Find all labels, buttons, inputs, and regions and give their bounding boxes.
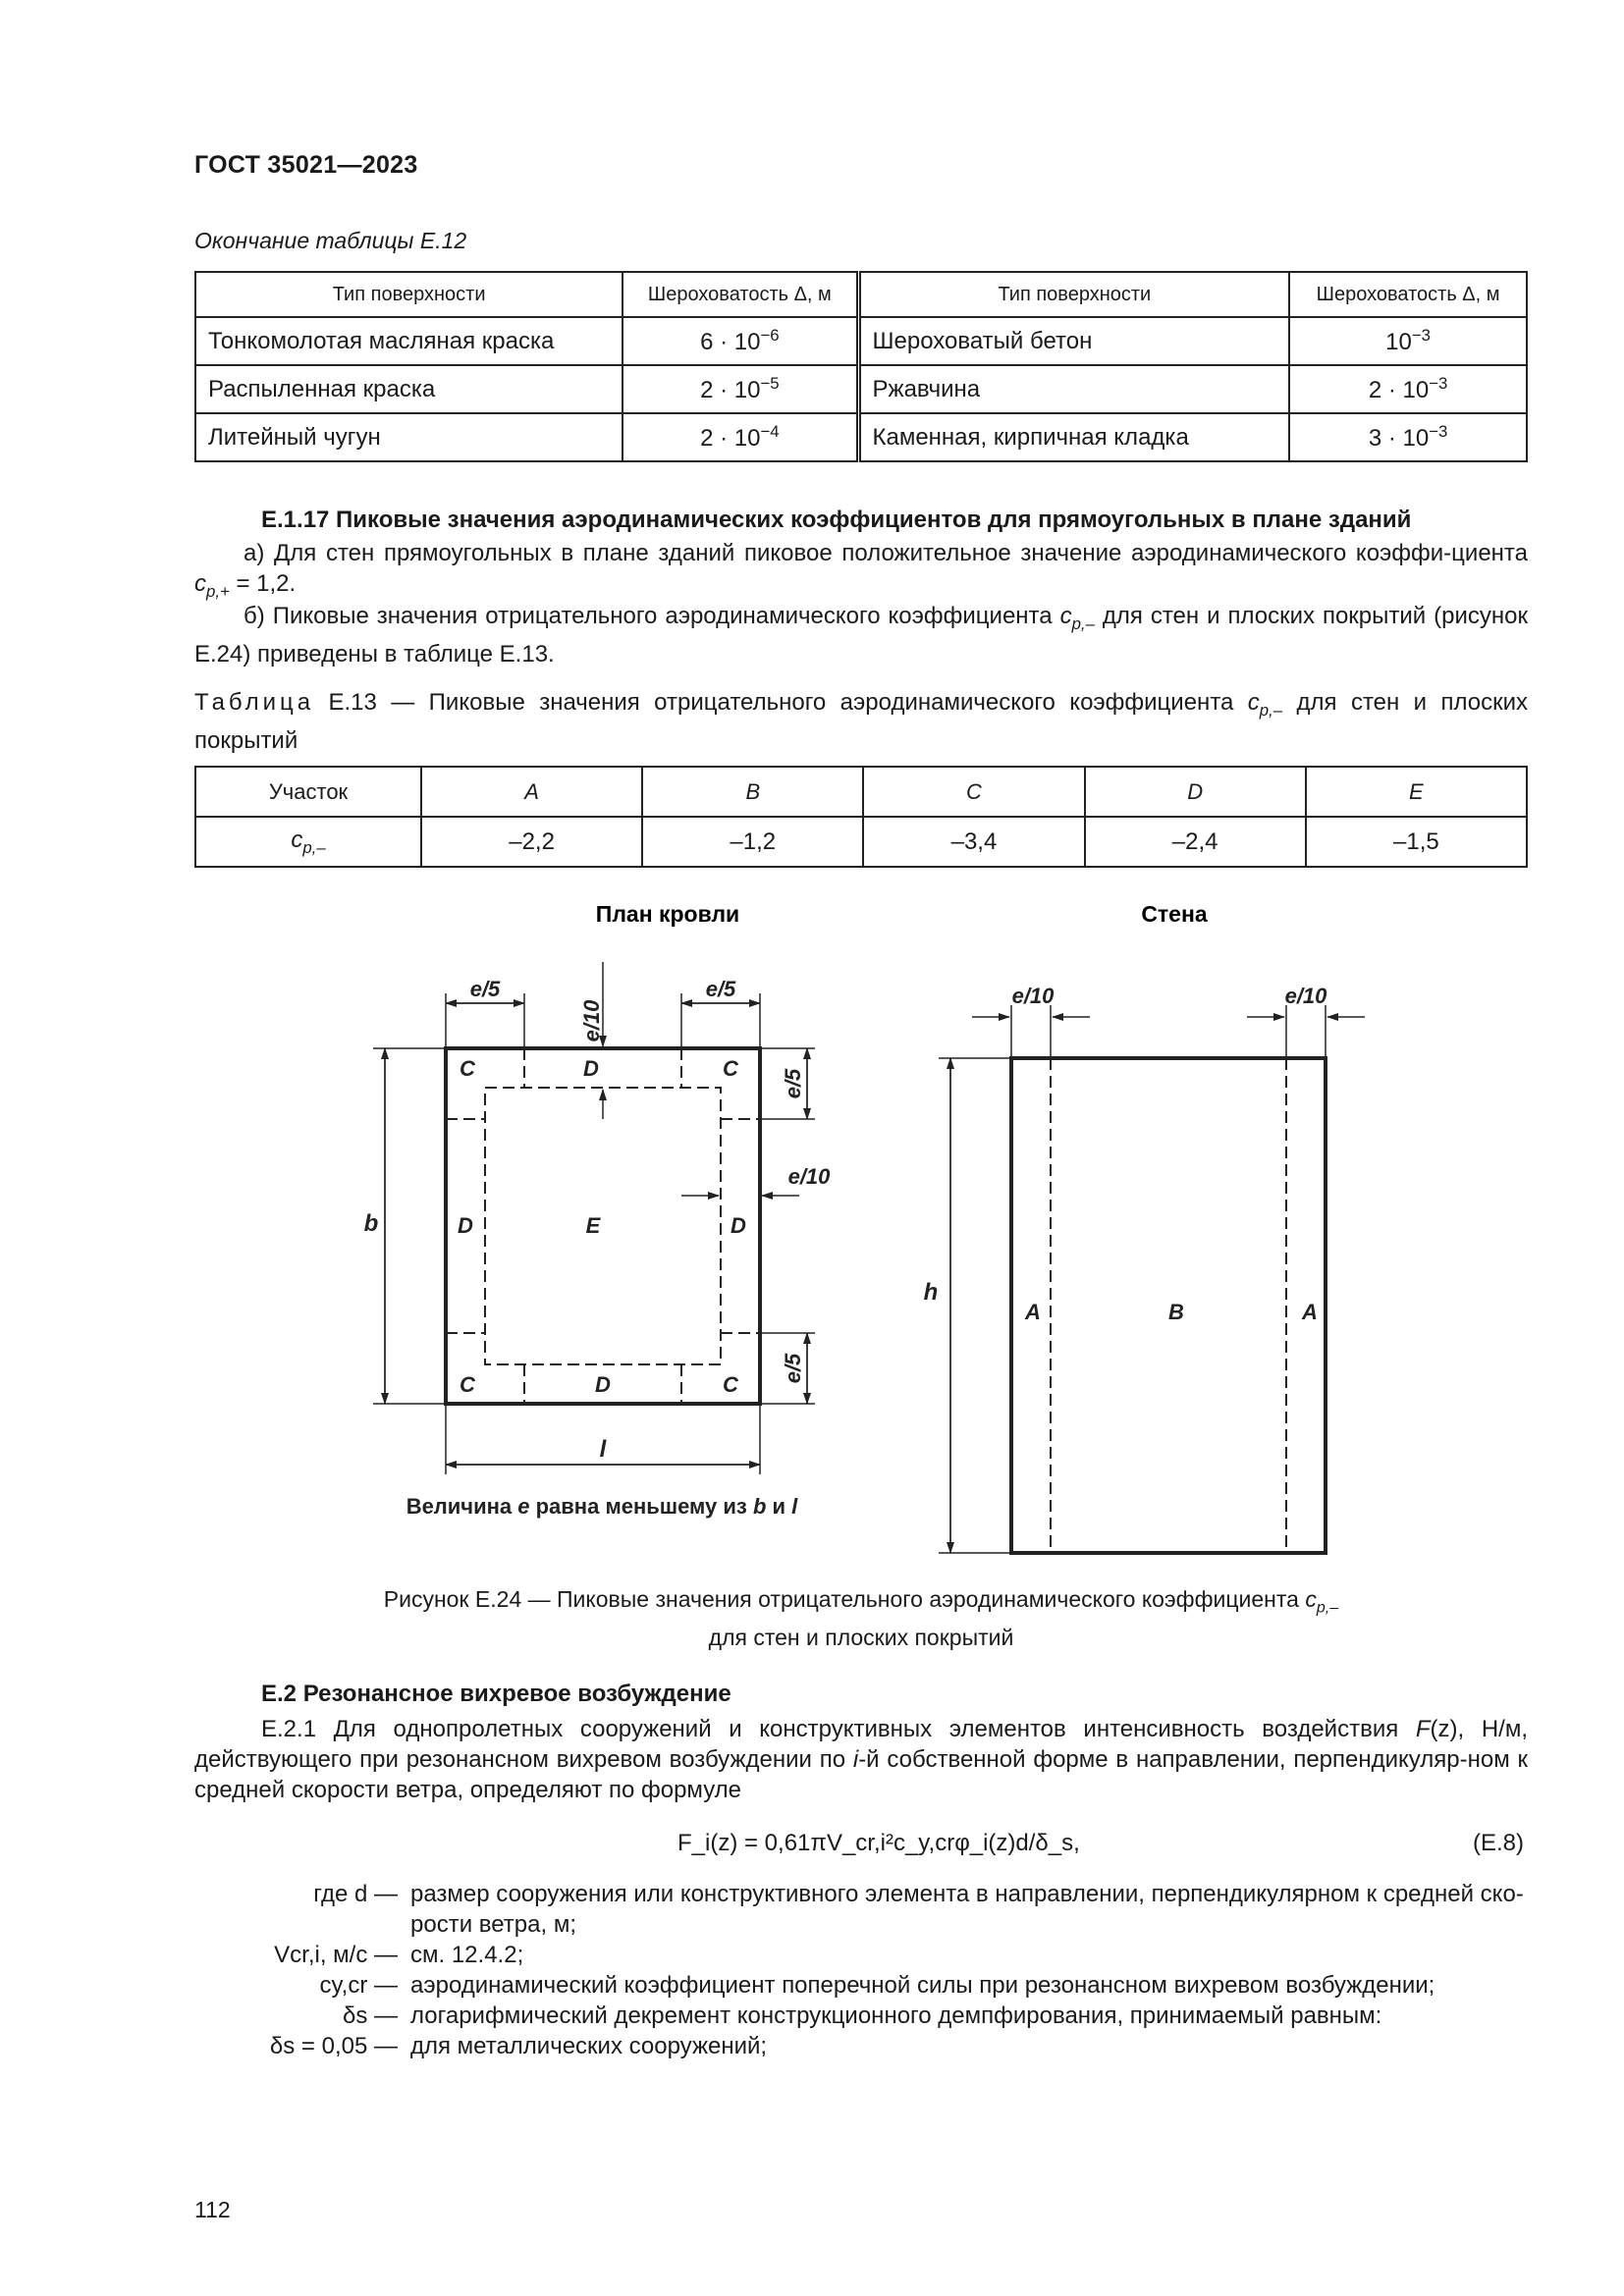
table-continuation: Окончание таблицы Е.12 [194, 228, 467, 253]
definition-text: см. 12.4.2; [410, 1942, 524, 1968]
definition-item [157, 1940, 1532, 1970]
zone-c: C [460, 1056, 475, 1081]
definition-item [157, 2031, 1532, 2061]
table-cell: Ржавчина [858, 365, 1289, 413]
table-cell: Литейный чугун [195, 413, 623, 461]
dim-e10-wall-left: e/10 [1011, 984, 1055, 1008]
section-title-e2: Е.2 Резонансное вихревое возбуждение [261, 1681, 731, 1707]
definition-item [157, 2001, 1532, 2031]
definitions-list [157, 1879, 1532, 2061]
wall-elevation [939, 1005, 1365, 1553]
table-cell: Каменная, кирпичная кладка [858, 413, 1289, 461]
row-label-cell: $c_{p,-}$ [195, 817, 421, 867]
zone-a: A [1302, 1300, 1318, 1324]
table-cell: $2 \cdot 10^{-3}$ [1289, 365, 1527, 413]
dim-e10-right: e/10 [787, 1164, 831, 1189]
zone-c: C [723, 1056, 738, 1081]
label-h: h [923, 1279, 939, 1306]
paragraph-e21: Е.2.1 Для однопролетных сооружений и конструктивных элементов интенсивность воздействия F(z), Н/м, действующего при резонансном вихревом возбуждении по i-й собственной форме в направлении, перпендикуляр-ном к средней скорости ветра, определяют по формуле [194, 1716, 1528, 1803]
zone-c: C [460, 1372, 475, 1397]
definition-item [157, 1879, 1532, 1940]
formula-e8: F_i(z) = 0,61πV_cr,i²c_y,crφ_i(z)d/δ_s, [677, 1830, 1080, 1856]
table-cell: Тонкомолотая масляная краска [195, 317, 623, 365]
header-cell: Тип поверхности [195, 272, 623, 317]
label-l: l [599, 1436, 607, 1463]
label-b: b [363, 1210, 379, 1237]
definition-text: аэродинамический коэффициент поперечной силы при резонансном вихревом возбуждении; [410, 1972, 1435, 1999]
header-cell: Шероховатость Δ, м [1289, 272, 1527, 317]
section-title-e117: Е.1.17 Пиковые значения аэродинамических коэффициентов для прямоугольных в плане зданий [261, 507, 1412, 533]
formula-number: (Е.8) [1473, 1830, 1525, 1856]
doc-header: ГОСТ 35021—2023 [194, 151, 418, 179]
dim-e5-top-right: e/5 [705, 977, 736, 1001]
header-cell: A [421, 767, 642, 817]
zone-b: B [1168, 1300, 1184, 1324]
zone-d: D [583, 1056, 599, 1081]
definition-term: Vcr,i, м/с — [274, 1942, 398, 1968]
zone-d: D [595, 1372, 611, 1397]
table-cell: –1,2 [642, 817, 863, 867]
zone-e: E [585, 1213, 601, 1238]
table-cell: –3,4 [863, 817, 1084, 867]
dim-e5-right-top: e/5 [781, 1068, 805, 1099]
table-cell: –1,5 [1306, 817, 1527, 867]
header-cell: Тип поверхности [858, 272, 1289, 317]
dim-e10-wall-right: e/10 [1284, 984, 1327, 1008]
definition-text: для металлических сооружений; [410, 2033, 768, 2059]
definition-term: cy,cr — [319, 1972, 398, 1999]
table-cell: –2,4 [1085, 817, 1306, 867]
definition-text: логарифмический декремент конструкционного демпфирования, принимаемый равным: [410, 2002, 1382, 2029]
roof-plan-title: План кровли [595, 901, 740, 927]
zone-d: D [731, 1213, 746, 1238]
wall-title: Стена [1141, 901, 1208, 927]
header-cell: C [863, 767, 1084, 817]
table-cell: $3 \cdot 10^{-3}$ [1289, 413, 1527, 461]
paragraph-a: а) Для стен прямоугольных в плане зданий пиковое положительное значение аэродинамического коэффи-циента $c_{p,+} = 1,2$. [194, 540, 1528, 601]
table-cell: Шероховатый бетон [858, 317, 1289, 365]
table-cell: $6 \cdot 10^{-6}$ [623, 317, 858, 365]
header-cell: Шероховатость Δ, м [623, 272, 858, 317]
definition-term: δs = 0,05 — [269, 2033, 398, 2059]
dim-e10-top: e/10 [579, 999, 604, 1042]
definition-text: размер сооружения или конструктивного элемента в направлении, перпендикулярном к средней ско-рости ветра, м; [410, 1881, 1524, 1938]
zone-d: D [458, 1213, 473, 1238]
zone-c: C [723, 1372, 738, 1397]
table-cell: –2,2 [421, 817, 642, 867]
figure-note: Величина e равна меньшему из b и l [406, 1494, 798, 1519]
paragraph-b: б) Пиковые значения отрицательного аэродинамического коэффициента $c_{p,-}$ для стен и плоских покрытий (рисунок Е.24) приведены в таблице Е.13. [194, 603, 1528, 667]
table-cell: $10^{-3}$ [1289, 317, 1527, 365]
dim-e5-top-left: e/5 [469, 977, 501, 1001]
figure-caption: Рисунок Е.24 — Пиковые значения отрицательного аэродинамического коэффициента $c_{p,-}$ для стен и плоских покрытий [383, 1586, 1339, 1650]
definition-term: δs — [342, 2002, 398, 2029]
table-cell: $2 \cdot 10^{-4}$ [623, 413, 858, 461]
header-cell: Участок [195, 767, 421, 817]
header-cell: D [1085, 767, 1306, 817]
page-number: 112 [194, 2197, 231, 2222]
header-cell: B [642, 767, 863, 817]
header-cell: E [1306, 767, 1527, 817]
zone-a: A [1025, 1300, 1041, 1324]
table-cell: Распыленная краска [195, 365, 623, 413]
dim-e5-right-bottom: e/5 [781, 1353, 805, 1384]
definition-item [157, 1970, 1532, 2001]
table-e13-caption: Таблица Е.13 — Пиковые значения отрицательного аэродинамического коэффициента $c_{p,-}$ для стен и плоских покрытий [194, 689, 1528, 754]
table-cell: $2 \cdot 10^{-5}$ [623, 365, 858, 413]
definition-term: где d — [313, 1881, 398, 1907]
